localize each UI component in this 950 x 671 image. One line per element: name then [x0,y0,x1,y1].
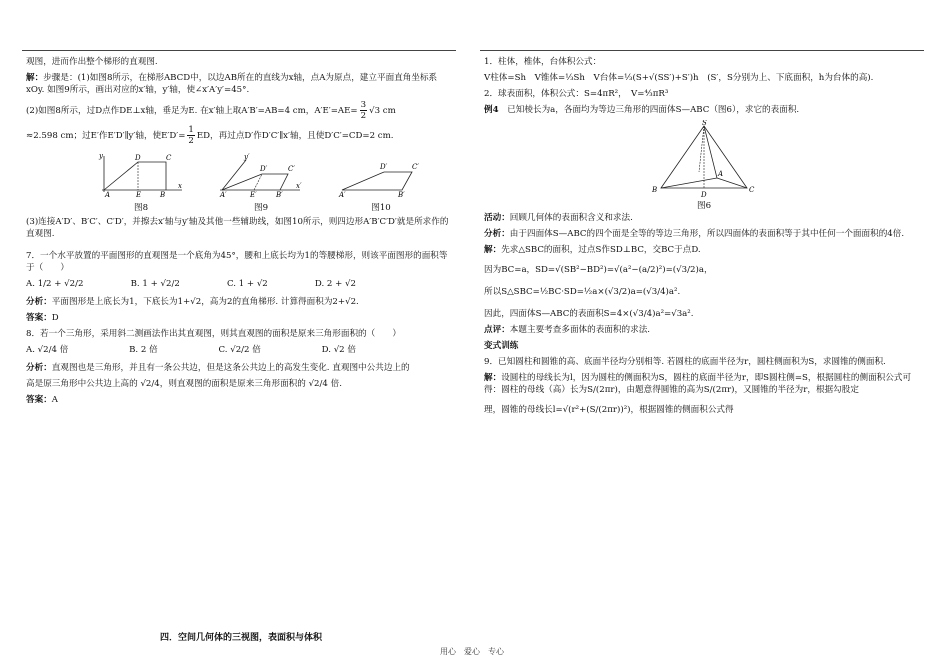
choice-8C: C. √2/2 倍 [218,345,261,355]
page-footer: 用心 爱心 专心 [440,647,504,656]
right-column [484,56,924,420]
label-E-prime: E′ [250,191,257,198]
choice-7A: A. 1/2 + √2/2 [26,279,84,289]
figure-6 [484,120,924,212]
question-7: 7．一个水平放置的平面图形的直观图是一个底角为45°，腰和上底长均为1的等腰梯形，则该平面图形的面积等于（ ） [26,251,448,273]
step-2: (2)如图8所示，过D点作DE⊥x轴，垂足为E. 在x′轴上取A′B′=AB=4 cm，A′E′=AE= $\frac{3}{2}$ √3 cm [26,100,396,121]
left-header-rule [22,50,456,51]
figure-8 [96,152,186,214]
step-1: 解：步骤是：(1)如图8所示，在梯形ABCD中，以边AB所在的直线为x轴，点A为原点，建立平面直角坐标系xOy. 如图9所示，画出对应的x′轴，y′轴，使∠x′A′y′=45°. [26,73,438,95]
figure-9 [216,152,306,214]
fig9-caption: 图9 [253,203,269,213]
activity: 活动：回顾几何体的表面积含义和求法. [484,213,633,223]
q9-solution: 解：设圆柱的母线长为l，因为圆柱的侧面积为S，圆柱的底面半径为r，即S圆柱侧=S，根据圆柱的侧面积公式可得：圆柱的母线（高）长为S/(2πr)，由题意得圆锥的高为S/(2πr)，又圆锥的半径为r，根据勾股定 [484,373,912,395]
label-y-prime: y′ [244,153,250,161]
q8-analysis: 分析：直观图也是三角形，并且有一条公共边，但是这条公共边上的高发生变化. 直观图中公共边上的 [26,363,410,373]
q7-answer: 答案：D [26,313,59,323]
oblique-figure-9 [216,152,306,198]
choice-7D: D. 2 + √2 [314,279,356,289]
label-B-prime: B′ [276,191,283,198]
question-7-choices [26,278,356,290]
remark: 点评：本题主要考查多面体的表面积的求法. [484,325,651,335]
label-y: y [99,152,103,160]
fig8-caption: 图8 [133,203,149,213]
choice-8D: D. √2 倍 [321,345,356,355]
label-D-prime-10: D′ [380,163,388,171]
right-header-rule [480,50,924,51]
q9-solution-continued: 理，圆锥的母线长l=√(r²+(S/(2πr))²)，根据圆锥的侧面积公式得 [484,405,734,415]
figure-10 [336,152,426,214]
label-x: x [178,182,182,190]
left-column [26,56,454,410]
label-C-prime: C′ [288,165,295,173]
fraction-1-2: $\frac{1}{2}$ [188,125,194,146]
q7-analysis: 分析：平面图形是上底长为1，下底长为1+√2，高为2的直角梯形. 计算得面积为2+√2. [26,297,359,307]
label-A-6: A [718,170,724,178]
step-3: (3)连接A′D′、B′C′、C′D′，并擦去x′轴与y′轴及其他一些辅助线，如图10所示，则四边形A′B′C′D′就是所求作的直观图. [26,217,449,239]
label-C: C [166,154,172,162]
example-4: 例4 已知棱长为a，各面均为等边三角形的四面体S—ABC（图6），求它的表面积. [484,105,800,115]
solution-label: 解： [26,73,44,83]
analysis: 分析：由于四面体S—ABC的四个面是全等的等边三角形，所以四面体的表面积等于其中任何一个面面积的4倍. [484,229,905,239]
question-8-choices [26,344,356,356]
oblique-figure-10 [336,152,426,198]
question-8: 8．若一个三角形，采用斜二测画法作出其直观图，则其直观图的面积是原来三角形面积的（ ） [26,329,402,339]
step-2-continued: ≈2.598 cm；过E′作E′D′∥y′轴，使E′D′= $\frac{1}{2}$ ED，再过点D′作D′C′∥x′轴，且使D′C′=CD=2 cm. [26,125,394,146]
fig6-caption: 图6 [696,201,712,211]
label-C-6: C [749,186,755,194]
label-B-prime-10: B′ [398,191,405,198]
choice-8A: A. √2/4 倍 [26,345,69,355]
question-9: 9．已知圆柱和圆锥的高、底面半径均分别相等. 若圆柱的底面半径为r，圆柱侧面积为S，求圆锥的侧面积. [484,357,886,367]
solution-4: 因此，四面体S—ABC的表面积S=4×(√3/4)a²=√3a². [484,309,694,319]
solution-3: 所以S△SBC=½BC·SD=½a×(√3/2)a=(√3/4)a². [484,287,681,297]
q8-answer: 答案：A [26,395,59,405]
fig10-caption: 图10 [371,203,391,213]
q8-analysis-continued: 高是原三角形中公共边上高的 √2/4，则直观图的面积是原来三角形面积的 √2/4 倍. [26,379,342,389]
solution-1: 解：先求△SBC的面积，过点S作SD⊥BC，交BC于点D. [484,245,701,255]
label-B-6: B [652,186,658,194]
label-A-prime-10: A′ [339,191,346,198]
label-x-prime: x′ [296,182,302,190]
label-D: D [135,154,141,162]
label-A-prime: A′ [220,191,227,198]
label-C-prime-10: C′ [412,163,419,171]
tetrahedron-figure-6 [649,120,759,200]
figures-8-9-10 [96,152,426,214]
fraction-3-2: $\frac{3}{2}$ [360,100,367,121]
choice-8B: B. 2 倍 [129,345,158,355]
choice-7B: B. 1 + √2/2 [130,279,180,289]
volume-formulas: V柱体=Sh V锥体=⅓Sh V台体=⅓(S+√(SS′)+S′)h (S′，S分别为上、下底面积，h为台体的高). [484,73,874,83]
label-E: E [136,191,142,198]
label-D-6: D [701,191,707,199]
formula-heading-1: 1．柱体，椎体，台体积公式： [484,57,602,67]
section-title: 四．空间几何体的三视图，表面积与体积 [160,633,323,643]
solution-2: 因为BC=a，SD=√(SB²−BD²)=√(a²−(a/2)²)=(√3/2)a， [484,265,713,275]
trapezoid-figure-8 [96,152,186,198]
variant-training: 变式训练 [484,341,519,351]
label-B: B [160,191,166,198]
label-A: A [105,191,111,198]
label-D-prime: D′ [260,165,268,173]
sphere-formulas: 2．球表面积，体积公式：S=4πR²， V=⁴⁄₃πR³ [484,89,669,99]
intro-line: 观图，进而作出整个梯形的直观图. [26,57,158,67]
label-S: S [702,120,707,127]
choice-7C: C. 1 + √2 [226,279,268,289]
